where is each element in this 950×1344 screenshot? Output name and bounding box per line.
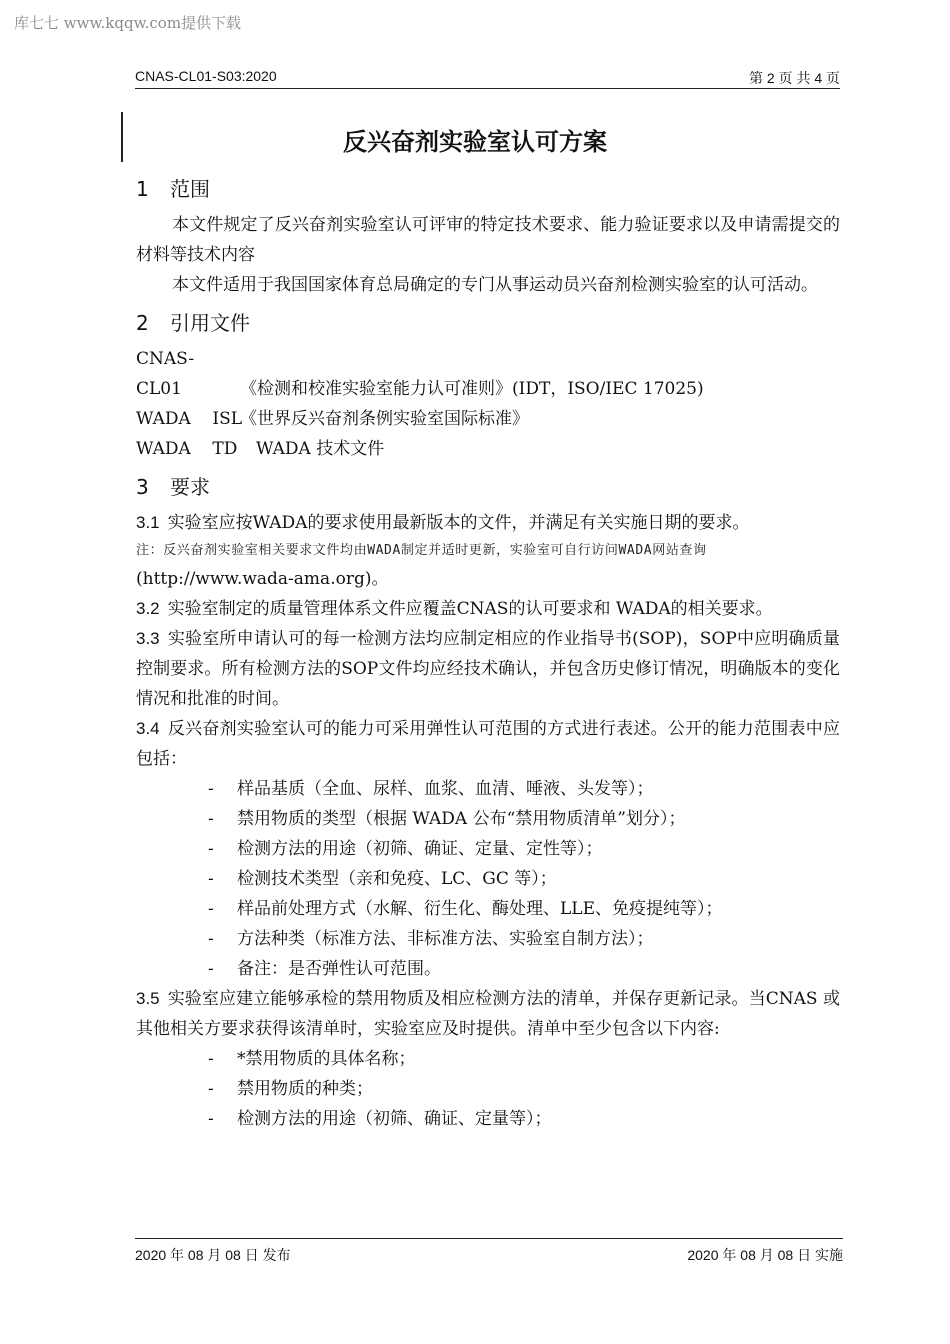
list-item: - 备注：是否弹性认可范围。	[208, 954, 840, 984]
section-2-heading	[136, 306, 840, 340]
section-title: 引用文件	[170, 311, 250, 335]
list-item: - 样品前处理方式（水解、衍生化、酶处理、LLE、免疫提纯等）；	[208, 894, 840, 924]
substance-list	[136, 1044, 840, 1134]
document-body	[136, 172, 840, 1134]
watermark-text: 库七七 www.kqqw.com提供下载	[14, 14, 242, 32]
publish-date: 2020 年 08 月 08 日 发布	[135, 1247, 291, 1263]
section-3-heading	[136, 470, 840, 504]
section-title: 范围	[170, 177, 210, 201]
list-item: - 禁用物质的种类；	[208, 1074, 840, 1104]
section-number: 1	[136, 177, 149, 201]
document-code: CNAS-CL01-S03:2020	[135, 68, 277, 84]
reference-code: CNAS-CL01	[136, 349, 195, 399]
section-title: 要求	[170, 475, 210, 499]
page-number: 第 2 页 共 4 页	[748, 70, 840, 86]
paragraph: 本文件规定了反兴奋剂实验室认可评审的特定技术要求、能力验证要求以及申请需提交的材料等技术内容	[136, 215, 840, 265]
page-footer	[135, 1238, 843, 1263]
list-item: - 样品基质（全血、尿样、血浆、血清、唾液、头发等）；	[208, 774, 840, 804]
reference-title: 《检测和校准实验室能力认可准则》(IDT，ISO/IEC 17025)	[240, 379, 704, 399]
reference-item	[136, 344, 840, 404]
clause-3-4: 3.4 反兴奋剂实验室认可的能力可采用弹性认可范围的方式进行表述。公开的能力范围表中应包括：	[136, 719, 840, 769]
capability-list	[136, 774, 840, 984]
section-number: 2	[136, 311, 149, 335]
page-header	[135, 64, 840, 89]
clause-3-3: 3.3 实验室所申请认可的每一检测方法均应制定相应的作业指导书(SOP)，SOP中应明确质量控制要求。所有检测方法的SOP文件均应经技术确认，并包含历史修订情况，明确版本的变化情况和批准的时间。	[136, 629, 840, 709]
reference-item	[136, 404, 840, 434]
note-url: (http://www.wada-ama.org)。	[136, 569, 389, 589]
paragraph: 本文件适用于我国国家体育总局确定的专门从事运动员兴奋剂检测实验室的认可活动。	[172, 275, 818, 295]
note-text: 注：反兴奋剂实验室相关要求文件均由WADA制定并适时更新，实验室可自行访问WADA网站查询	[136, 543, 707, 558]
section-1-heading	[136, 172, 840, 206]
list-item: - 检测方法的用途（初筛、确证、定量、定性等）；	[208, 834, 840, 864]
clause-3-2: 3.2 实验室制定的质量管理体系文件应覆盖CNAS的认可要求和 WADA的相关要求。	[136, 599, 773, 619]
implement-date: 2020 年 08 月 08 日 实施	[687, 1247, 843, 1263]
reference-title: 《世界反兴奋剂条例实验室国际标准》	[240, 409, 529, 429]
reference-code: WADA TD	[136, 439, 238, 459]
reference-title: WADA 技术文件	[256, 439, 385, 459]
list-item: - 方法种类（标准方法、非标准方法、实验室自制方法）；	[208, 924, 840, 954]
document-title: 反兴奋剂实验室认可方案	[343, 128, 607, 156]
reference-code: WADA ISL	[136, 409, 243, 429]
list-item: - *禁用物质的具体名称；	[208, 1044, 840, 1074]
clause-3-5: 3.5 实验室应建立能够承检的禁用物质及相应检测方法的清单，并保存更新记录。当CNAS 或其他相关方要求获得该清单时，实验室应及时提供。清单中至少包含以下内容:	[136, 989, 840, 1039]
clause-3-1: 3.1 实验室应按WADA的要求使用最新版本的文件，并满足有关实施日期的要求。	[136, 513, 750, 533]
list-item: - 禁用物质的类型（根据 WADA 公布“禁用物质清单”划分）；	[208, 804, 840, 834]
section-number: 3	[136, 475, 149, 499]
list-item: - 检测技术类型（亲和免疫、LC、GC 等）；	[208, 864, 840, 894]
list-item: - 检测方法的用途（初筛、确证、定量等）；	[208, 1104, 840, 1134]
reference-item	[136, 434, 840, 464]
